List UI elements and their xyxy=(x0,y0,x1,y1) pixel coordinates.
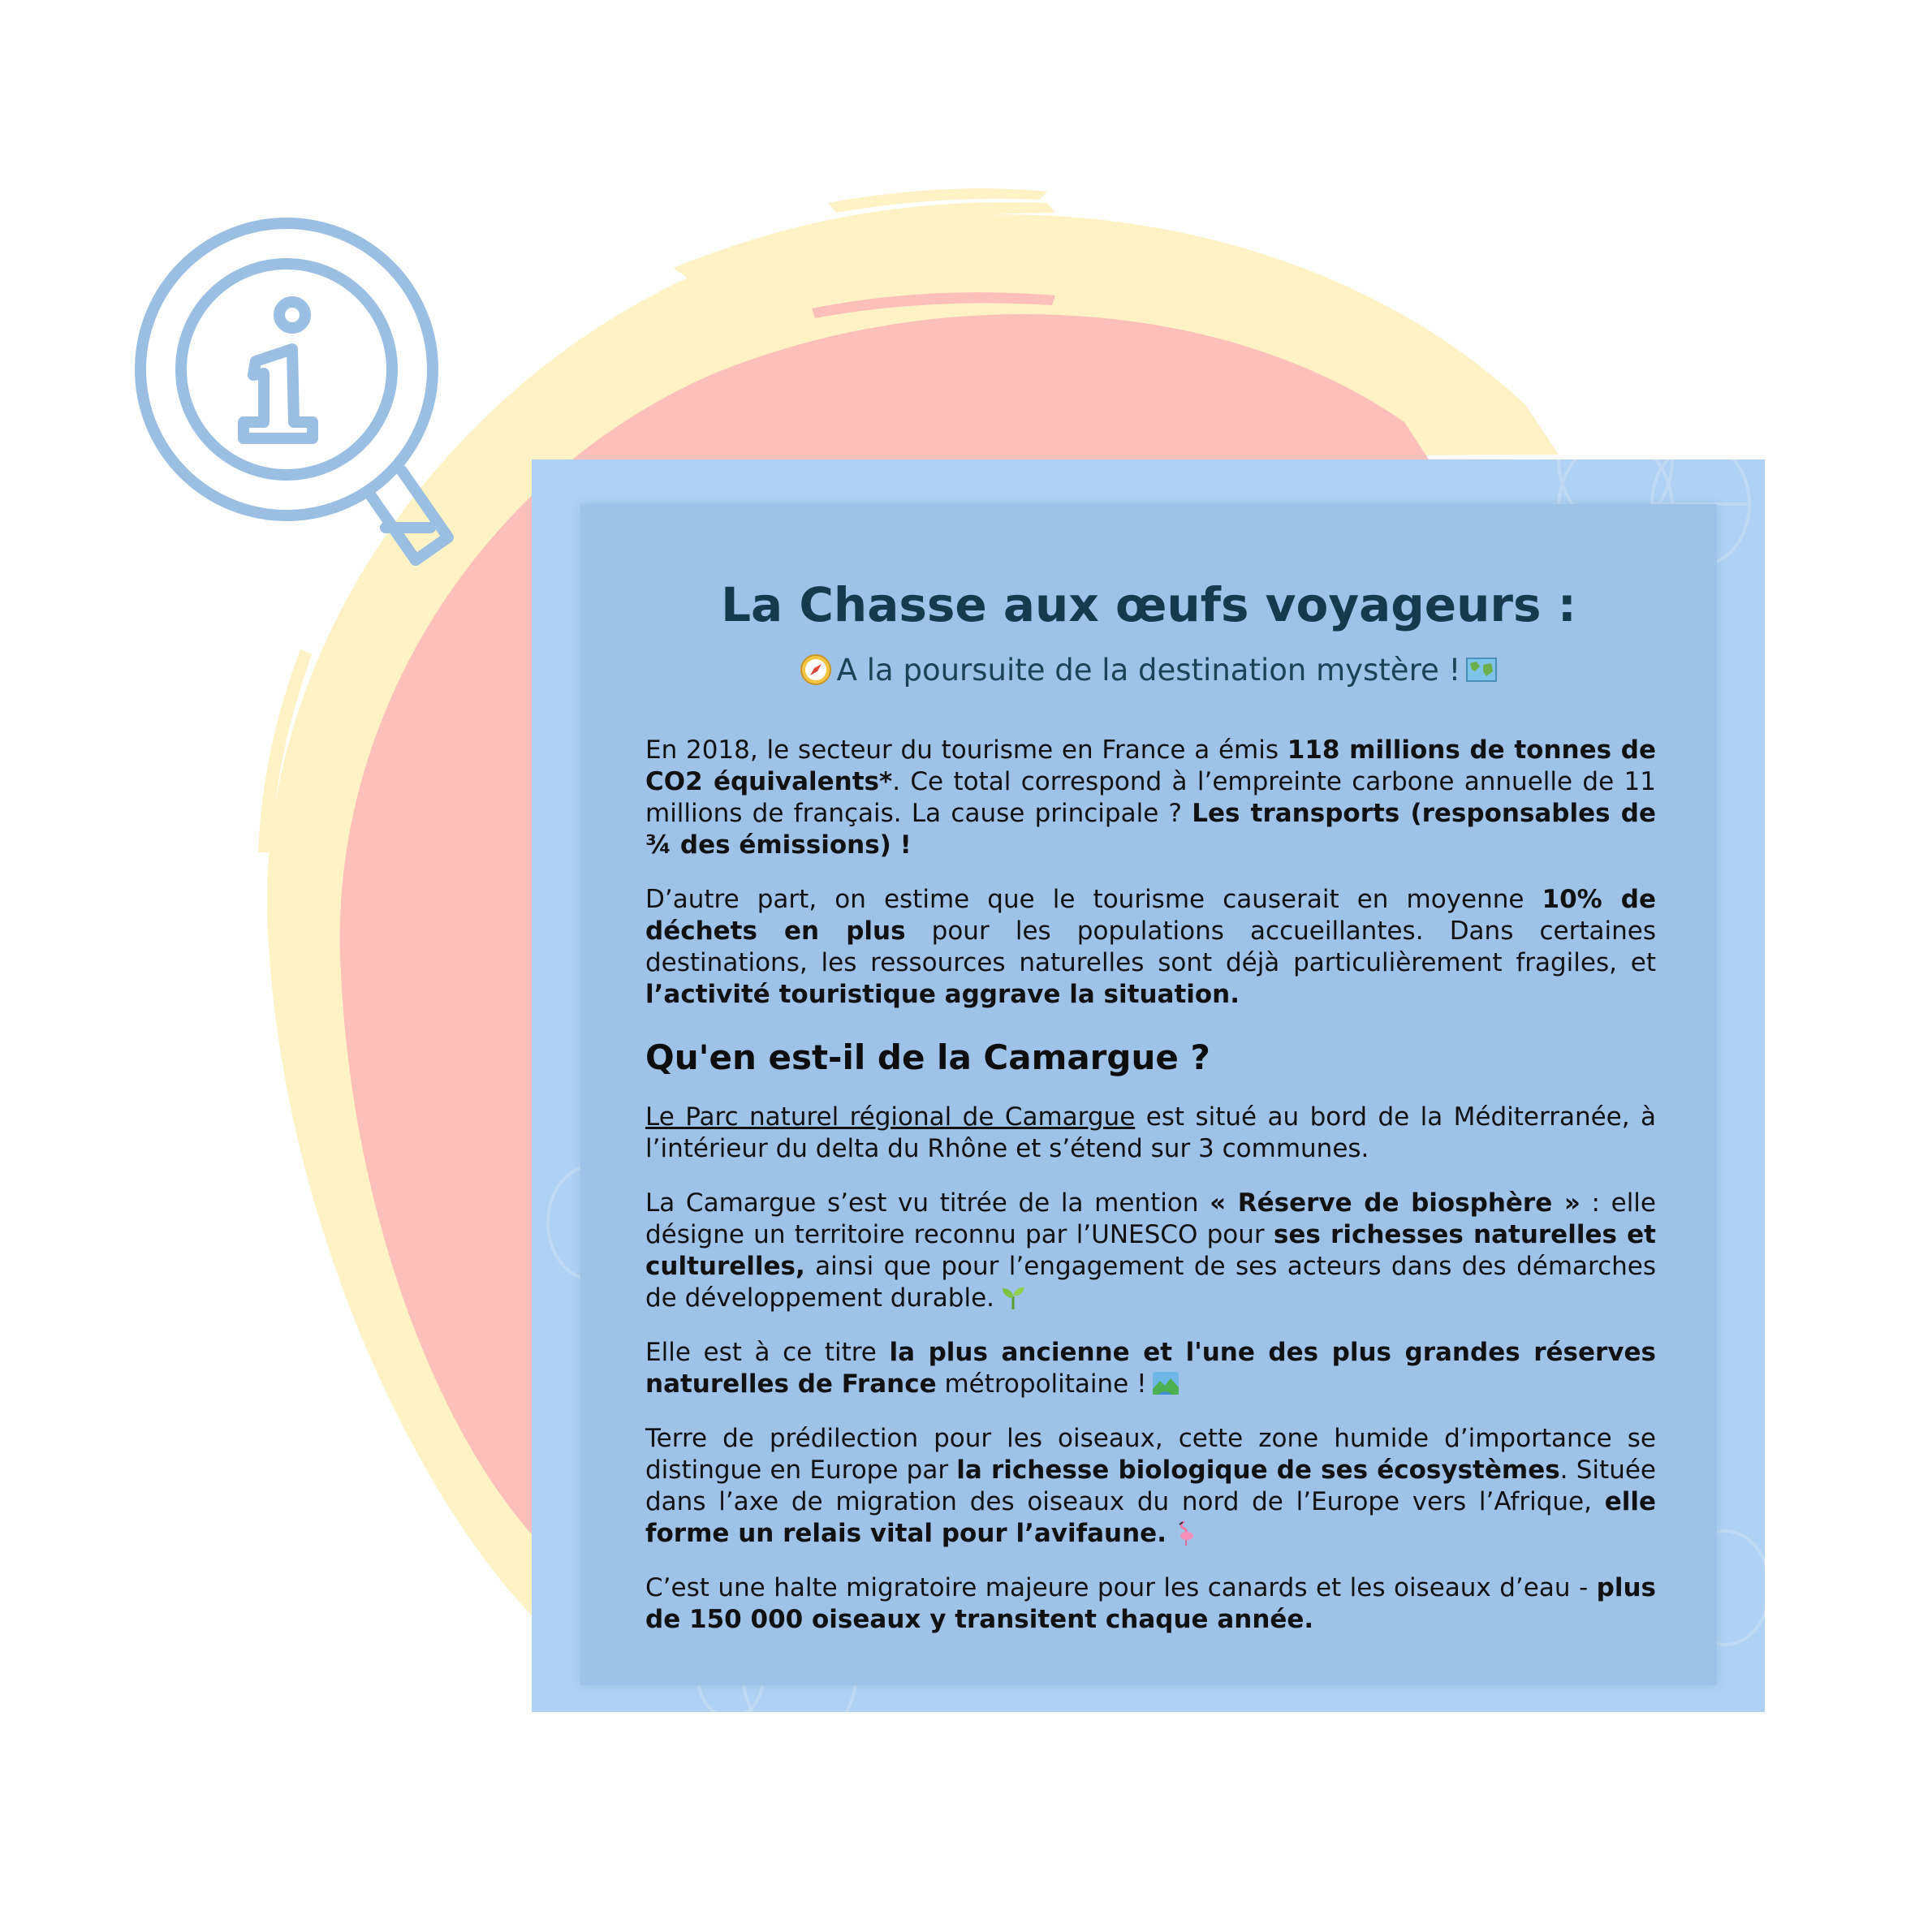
page-title: La Chasse aux œufs voyageurs : xyxy=(721,577,1576,632)
paragraph-tourism-emissions: En 2018, le secteur du tourisme en France a émis 118 millions de tonnes de CO2 équivalents*. Ce total correspond à l’empreinte carbone annuelle de 11 millions de français. La cause principale ? Les transports (responsables de ¾ des émissions) ! xyxy=(645,735,1656,860)
info-magnifier-icon xyxy=(140,223,448,560)
paragraph-biosphere: La Camargue s’est vu titrée de la mention « Réserve de biosphère » : elle désigne un territoire reconnu par l’UNESCO pour ses richesses naturelles et culturelles, ainsi que pour l’engagement de ses acteurs dans des démarches de développement durable. xyxy=(645,1188,1656,1313)
compass-icon xyxy=(800,653,832,686)
section-heading: Qu'en est-il de la Camargue ? xyxy=(645,1037,1210,1077)
paragraph-birds-ecosystem: Terre de prédilection pour les oiseaux, cette zone humide d’importance se distingue en Europe par la richesse biologique de ses écosystèmes. Située dans l’axe de migration des oiseaux du nord de l’Europe vers l’Afrique, elle forme un relais vital pour l’avifaune. xyxy=(645,1424,1656,1548)
flamingo-icon xyxy=(1171,1519,1199,1546)
info-card xyxy=(580,504,1717,1685)
paragraph-park-location: Le Parc naturel régional de Camargue est situé au bord de la Méditerranée, à l’intérieur du delta du Rhône et s’étend sur 3 communes. xyxy=(645,1102,1656,1163)
paragraph-reserve: Elle est à ce titre la plus ancienne et l'une des plus grandes réserves naturelles de France métropolitaine ! xyxy=(645,1338,1656,1399)
paragraph-waste: D’autre part, on estime que le tourisme causerait en moyenne 10% de déchets en plus pour les populations accueillantes. Dans certaines destinations, les ressources naturelles sont déjà particulièrement fragiles, et l’activité touristique aggrave la situation. xyxy=(645,885,1656,1009)
world-map-icon xyxy=(1465,653,1498,686)
park-link[interactable]: Le Parc naturel régional de Camargue xyxy=(645,1102,1136,1132)
seedling-icon xyxy=(999,1283,1027,1311)
national-park-icon xyxy=(1152,1369,1179,1397)
content-panel xyxy=(532,459,1765,1712)
page-subtitle xyxy=(580,653,1717,688)
subtitle-text: A la poursuite de la destination mystère ! xyxy=(836,653,1461,688)
article-body xyxy=(645,735,1656,1658)
paragraph-migration: C’est une halte migratoire majeure pour les canards et les oiseaux d’eau - plus de 150 000 oiseaux y transitent chaque année. xyxy=(645,1573,1656,1634)
